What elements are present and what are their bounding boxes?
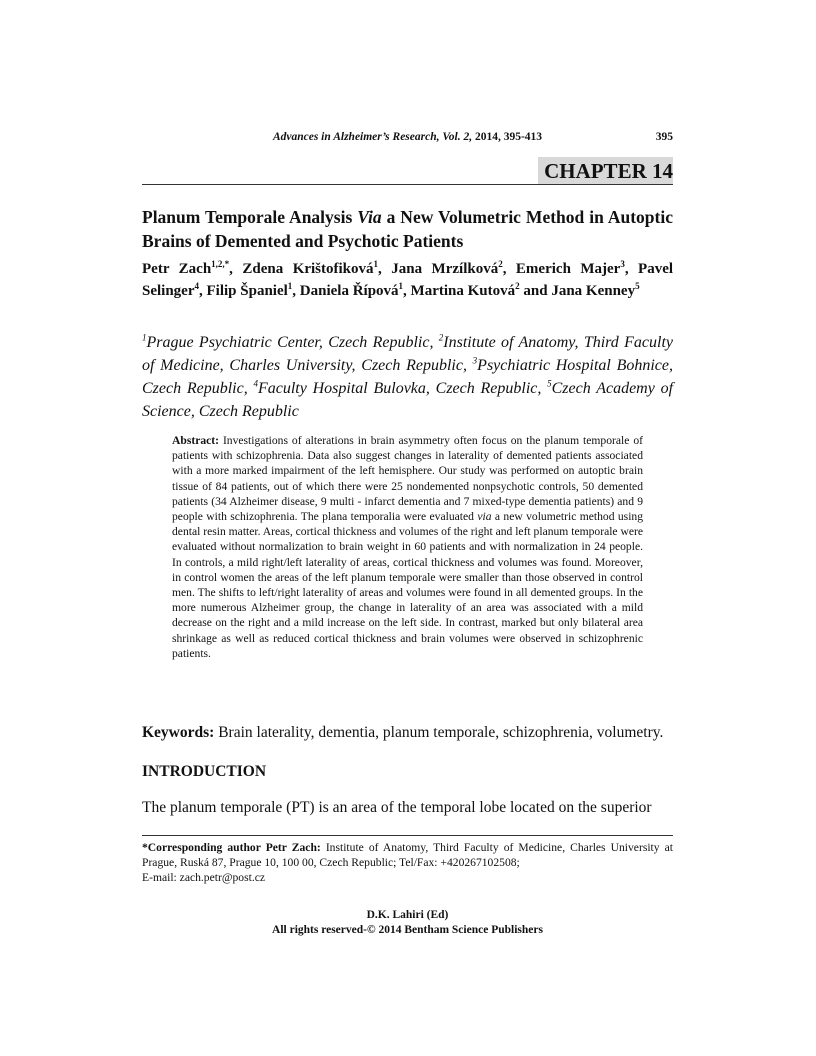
affiliation: $^3$Psychiatric Hospital Bohnice, Czech Republic, bbox=[142, 355, 674, 397]
abstract: Abstract: Investigations of alterations in brain asymmetry often focus on the planum temporale of patients with schizophrenia. Data also suggest changes in laterality of demented patients associated with a more marked impairment of the left hemisphere. Our study was performed on autoptic brain tissue of 84 patients, out of which there were 25 nondemented nonpsychotic controls, 50 demented patients (34 Alzheimer disease, 9 multi - infarct dementia and 7 mixed-type dementia patients) and 9 people with schizophrenia. The plana temporalia were evaluated via a new volumetric method using dental resin matter. Areas, cortical thickness and volumes of the right and left planum temporale were evaluated without normalization to brain weight in 60 patients and with normalization in 24 people. In controls, a mild right/left laterality of areas, cortical thickness and volumes was found. Moreover, in control women the areas of the left planum temporale were smaller than those observed in control men. The shifts to left/right laterality of areas and volumes were found in all demented groups. In the more numerous Alzheimer group, the change in laterality of an area was associated with a mild decrease on the right and a mild increase on the left side. In contrast, marked but only bilateral area shrinkage as well as reduced cortical thickness and brain volumes were observed in schizophrenic patients. bbox=[172, 434, 644, 660]
corresponding-author-footnote: *Corresponding author Petr Zach: Institute of Anatomy, Third Faculty of Medicine, Charles University at Prague, Ruská 87, Prague 10, 100 00, Czech Republic; Tel/Fax: +420267102508; E-mail: zach.petr@post.cz bbox=[142, 841, 673, 885]
copyright-line: All rights reserved-© 2014 Bentham Science Publishers bbox=[272, 924, 543, 936]
affiliation: $^5$Czech Academy of Science, Czech Republic bbox=[142, 378, 674, 420]
author: Petr Zach$^{1,2,*}$, bbox=[142, 259, 243, 277]
author: Emerich Majer$^3$, bbox=[515, 259, 639, 277]
page-number: 395 bbox=[655, 131, 673, 143]
paper-title: Planum Temporale Analysis Via a New Volumetric Method in Autoptic Brains of Demented and Psychotic Patients bbox=[142, 207, 673, 251]
keywords bbox=[142, 722, 673, 744]
footnote-rule bbox=[142, 835, 673, 836]
chapter-label: CHAPTER 14 bbox=[538, 157, 673, 184]
affiliation: $^1$Prague Psychiatric Center, Czech Republic, bbox=[142, 332, 439, 351]
journal-pages: 2014, 395-413 bbox=[472, 131, 543, 143]
keywords-label: Keywords: bbox=[142, 724, 215, 741]
author: Zdena Krištofiková$^1$, bbox=[242, 259, 392, 277]
author: Filip Španiel$^1$, bbox=[206, 281, 300, 299]
page-footer bbox=[142, 908, 673, 938]
author: Martina Kutová$^2$ and bbox=[410, 281, 552, 299]
author-list bbox=[142, 258, 673, 302]
keywords-text: Brain laterality, dementia, planum temporale, schizophrenia, volumetry. bbox=[214, 724, 664, 741]
journal-citation bbox=[142, 131, 673, 143]
journal-name: Advances in Alzheimer’s Research, Vol. 2, bbox=[272, 131, 473, 143]
author: Jana Kenney$^5$ bbox=[551, 281, 640, 299]
running-head bbox=[142, 131, 673, 149]
author: Pavel Selinger$^4$, bbox=[142, 261, 674, 299]
section-heading-introduction: INTRODUCTION bbox=[142, 763, 267, 780]
introduction-paragraph: The planum temporale (PT) is an area of the temporal lobe located on the superior bbox=[142, 799, 652, 816]
chapter-rule bbox=[142, 184, 673, 185]
editor-line: D.K. Lahiri (Ed) bbox=[366, 909, 449, 921]
author: Daniela Řípová$^1$, bbox=[299, 281, 411, 299]
abstract-label: Abstract: bbox=[172, 434, 220, 447]
author-email: E-mail: zach.petr@post.cz bbox=[142, 871, 266, 885]
affiliation: $^2$Institute of Anatomy, Third Faculty of Medicine, Charles University, Czech Republic, bbox=[142, 332, 673, 374]
affiliations bbox=[142, 331, 673, 423]
author: Jana Mrzílková$^2$, bbox=[391, 259, 516, 277]
affiliation: $^4$Faculty Hospital Bulovka, Czech Republic, bbox=[253, 378, 548, 397]
